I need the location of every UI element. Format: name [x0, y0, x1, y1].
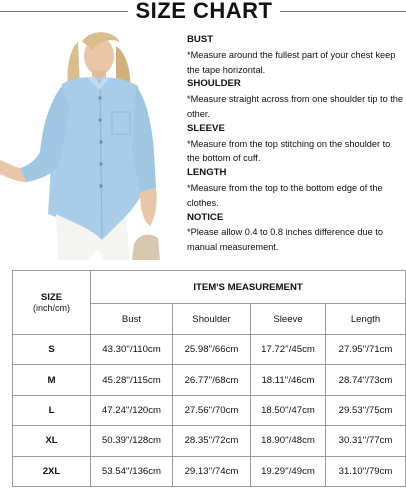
shirt-button [99, 140, 102, 143]
shoulder-cell: 29.13''/74cm [173, 456, 251, 486]
instruction-notice [187, 211, 405, 255]
instruction-text: *Measure around the fullest part of your chest keep the tape horizontal. [187, 49, 396, 75]
instruction-heading: BUST [187, 34, 214, 45]
size-cell: 2XL [13, 456, 91, 486]
size-header-label: SIZE [40, 292, 63, 303]
size-cell: M [13, 365, 91, 395]
length-cell: 30.31''/77cm [326, 426, 406, 456]
shirt-button [98, 118, 101, 121]
table-row [13, 395, 406, 425]
instruction-text: *Measure straight across from one shoulder tip to the other. [187, 94, 404, 119]
size-table [12, 270, 406, 487]
page-header [0, 0, 406, 24]
bust-cell: 53.54''/136cm [91, 456, 173, 486]
instruction-text: *Measure from the top to the bottom edge of the clothes. [187, 182, 383, 208]
column-header-bust: Bust [91, 304, 173, 335]
sleeve-cell: 18.11''/46cm [251, 365, 326, 395]
size-cell: XL [13, 426, 91, 456]
table-row [13, 365, 406, 395]
instruction-sleeve [187, 122, 405, 166]
instruction-length [187, 166, 405, 210]
length-cell: 28.74''/73cm [326, 365, 406, 395]
shirt-button [99, 184, 102, 187]
sleeve-cell: 17.72''/45cm [251, 335, 326, 365]
column-header-sleeve: Sleeve [251, 304, 326, 335]
header-rule-right [280, 11, 406, 12]
instruction-heading: SLEEVE [187, 122, 225, 134]
shoulder-cell: 25.98''/66cm [173, 335, 251, 365]
instruction-shoulder [187, 77, 405, 121]
column-header-length: Length [326, 304, 406, 335]
measurement-instructions [187, 33, 405, 255]
length-cell: 27.95''/71cm [326, 335, 406, 365]
instruction-bust [187, 33, 405, 77]
size-header-unit: (inch/cm) [32, 303, 70, 313]
size-cell: S [13, 335, 91, 365]
table-header-row [13, 271, 406, 304]
length-cell: 29.53''/75cm [326, 395, 406, 425]
column-header-shoulder: Shoulder [173, 304, 251, 335]
shirt-button [99, 162, 102, 165]
model-illustration [0, 28, 182, 260]
table-row [13, 335, 406, 365]
bust-cell: 47.24''/120cm [91, 395, 173, 425]
instruction-text: *Please allow 0.4 to 0.8 inches difference due to manual measurement. [187, 227, 383, 253]
bust-cell: 45.28''/115cm [91, 365, 173, 395]
length-cell: 31.10''/79cm [326, 456, 406, 486]
table-row [13, 426, 406, 456]
bust-cell: 43.30''/110cm [91, 335, 173, 365]
model-photo [0, 28, 182, 260]
size-column-header [13, 271, 91, 335]
sleeve-cell: 18.50''/47cm [251, 395, 326, 425]
table-row [13, 456, 406, 486]
shoulder-cell: 26.77''/68cm [173, 365, 251, 395]
hand-right [140, 188, 157, 226]
bust-cell: 50.39''/128cm [91, 426, 173, 456]
shoulder-cell: 27.56''/70cm [173, 395, 251, 425]
instruction-text: *Measure from the top stitching on the shoulder to the bottom of cuff. [187, 138, 391, 164]
handbag [132, 235, 160, 260]
size-cell: L [13, 395, 91, 425]
header-rule-left [0, 11, 128, 12]
instruction-heading: NOTICE [187, 211, 224, 223]
shirt-button [98, 96, 101, 99]
shoulder-cell: 28.35''/72cm [173, 426, 251, 456]
instruction-heading: SHOULDER [187, 78, 241, 90]
sleeve-cell: 19.29''/49cm [251, 456, 326, 486]
page-title: SIZE CHART [135, 0, 273, 23]
instruction-heading: LENGTH [187, 167, 227, 179]
measurement-group-header: ITEM'S MEASUREMENT [91, 271, 406, 304]
sleeve-cell: 18.90''/48cm [251, 426, 326, 456]
